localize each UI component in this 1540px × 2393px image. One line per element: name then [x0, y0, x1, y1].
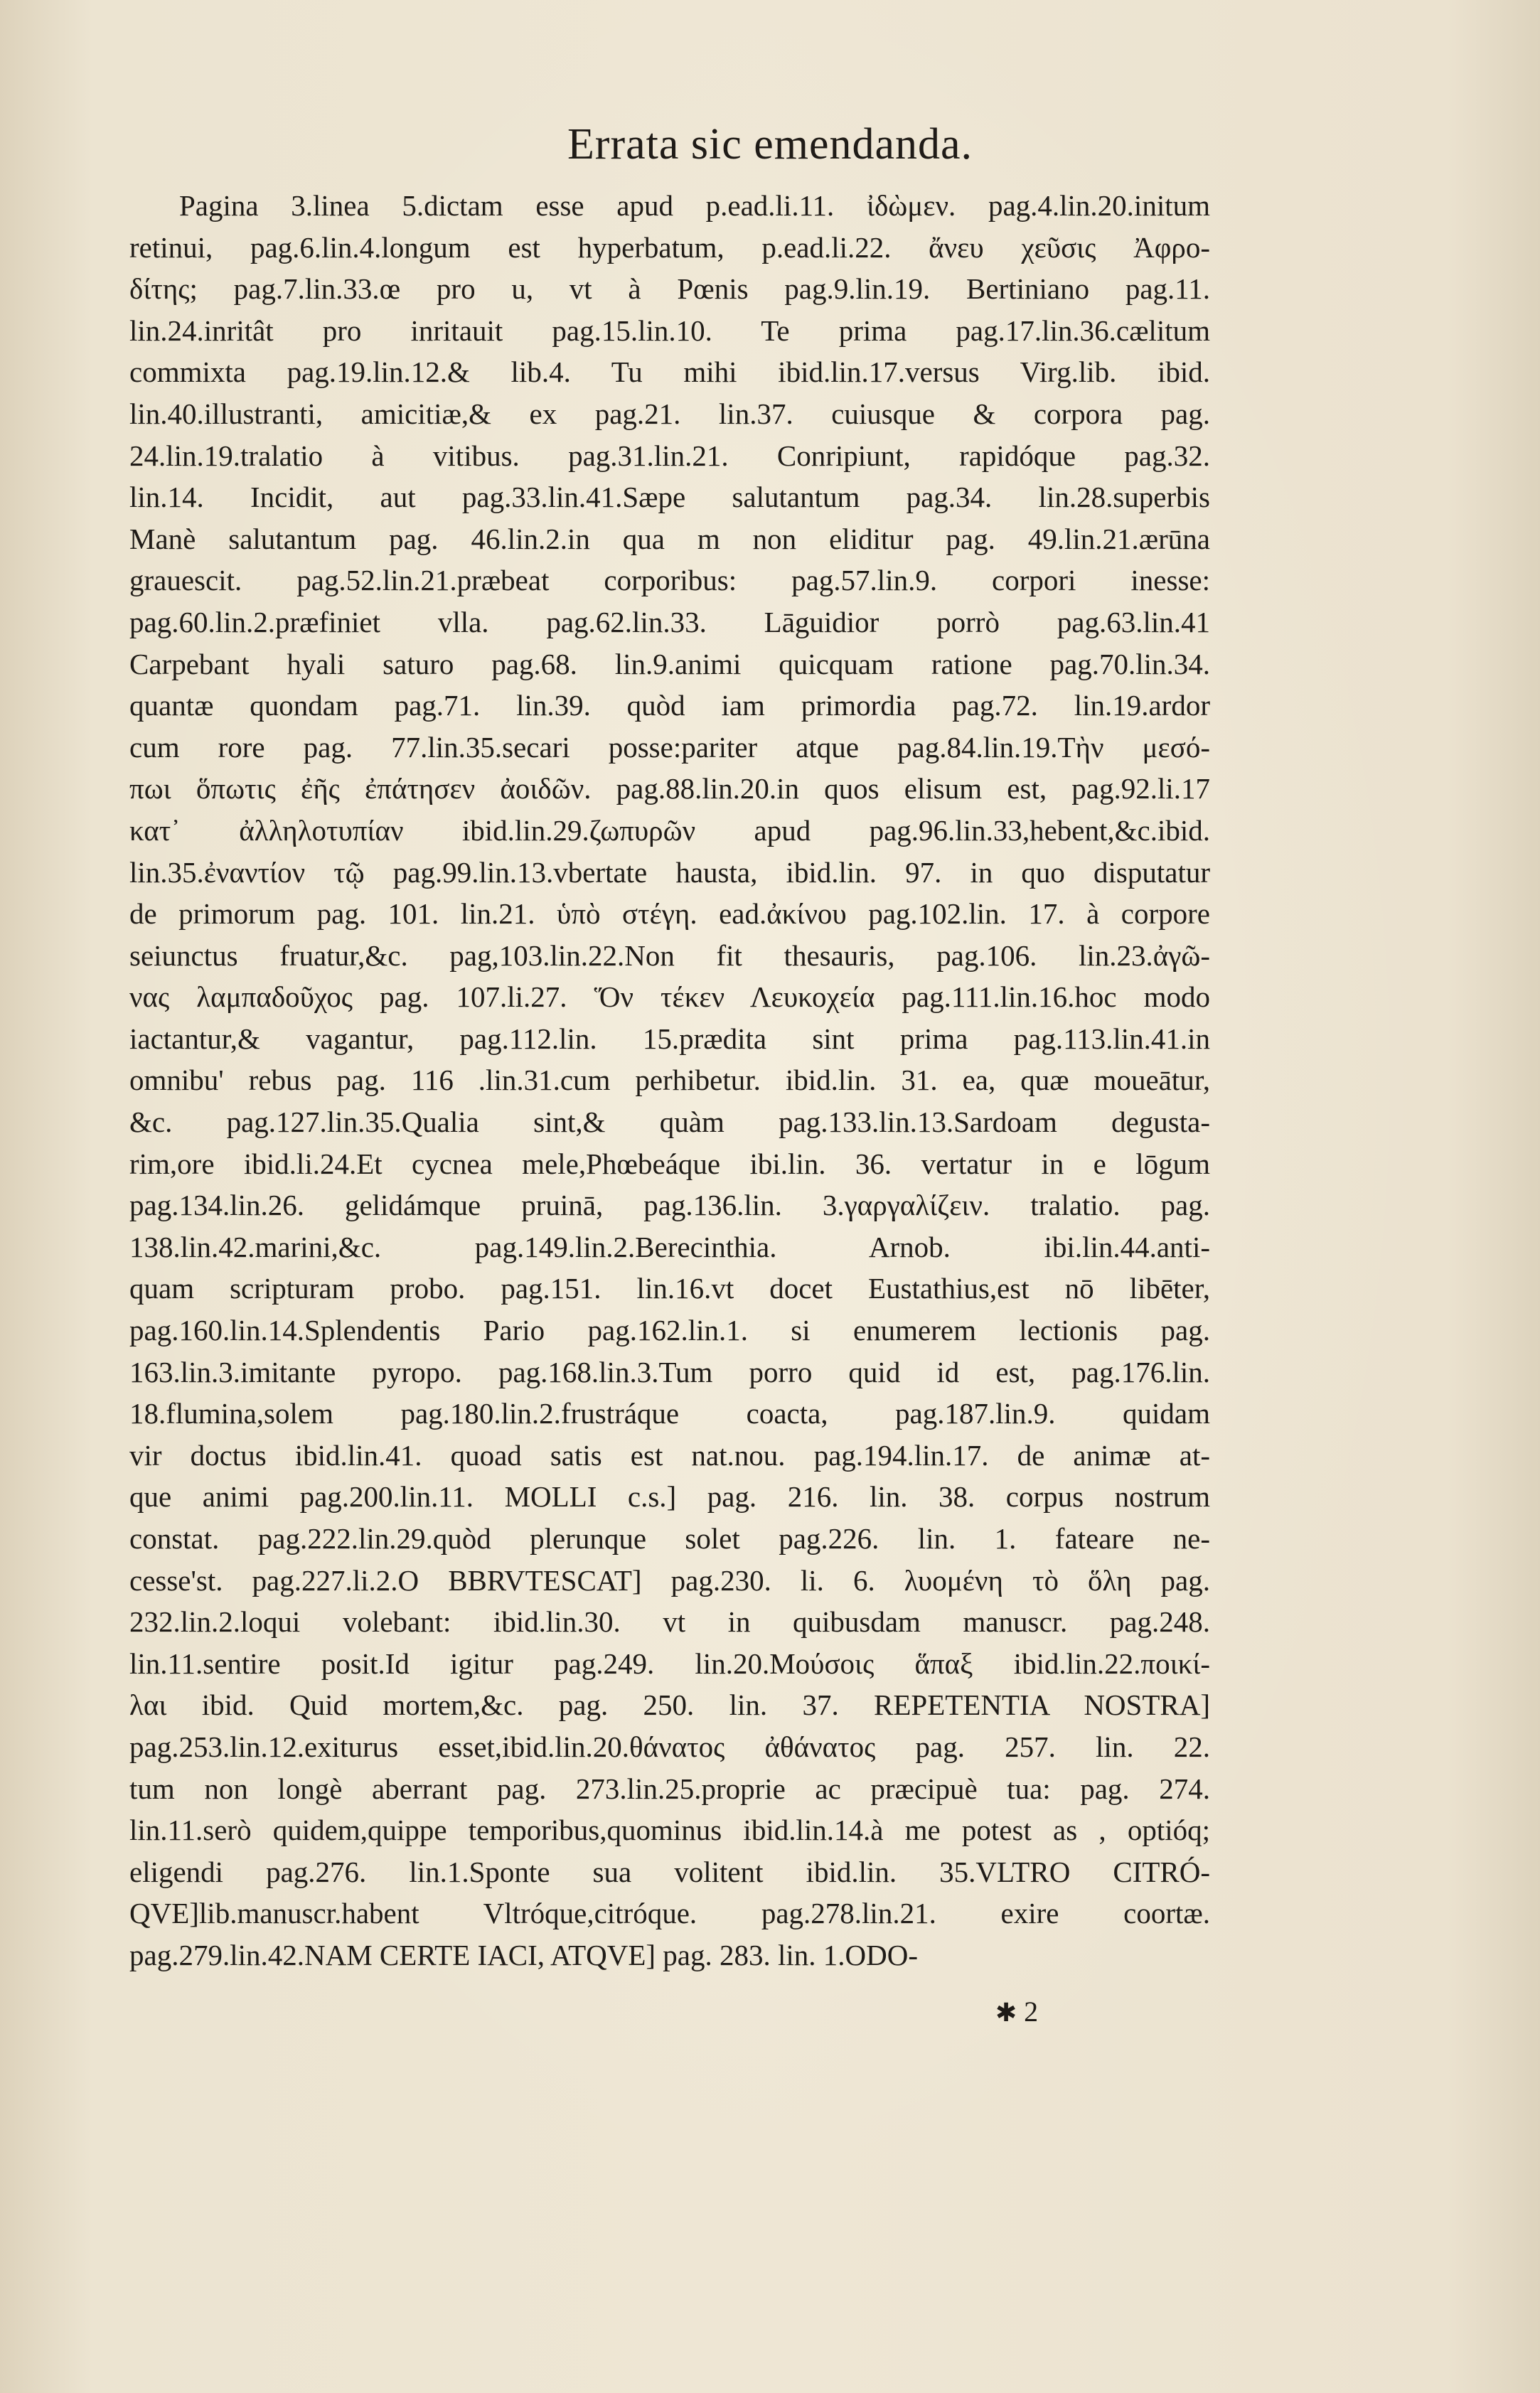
errata-line: tum non longè aberrant pag. 273.lin.25.proprie ac præcipuè tua: pag. 274.: [129, 1772, 1210, 1805]
errata-line: cesse'st. pag.227.li.2.O BBRVTESCAT] pag.230. li. 6. λυομένη τὸ ὅλη pag.: [129, 1563, 1210, 1597]
errata-line: lin.35.ἐναντίον τῷ pag.99.lin.13.vbertate hausta, ibid.lin. 97. in quo disputatur: [129, 855, 1210, 889]
errata-line: Carpebant hyali saturo pag.68. lin.9.animi quicquam ratione pag.70.lin.34.: [129, 647, 1210, 680]
errata-line: 232.lin.2.loqui volebant: ibid.lin.30. vt in quibusdam manuscr. pag.248.: [129, 1605, 1210, 1639]
errata-line: 138.lin.42.marini,&c. pag.149.lin.2.Berecinthia. Arnob. ibi.lin.44.anti-: [129, 1230, 1210, 1263]
errata-line: Manè salutantum pag. 46.lin.2.in qua m non eliditur pag. 49.lin.21.ærūna: [129, 522, 1210, 555]
errata-line: Pagina 3.linea 5.dictam esse apud p.ead.li.11. ἰδὼμεν. pag.4.lin.20.initum: [179, 189, 1210, 222]
errata-line: pag.134.lin.26. gelidámque pruinā, pag.136.lin. 3.γαργαλίζειν. tralatio. pag.: [129, 1189, 1210, 1222]
errata-line: omnibu' rebus pag. 116 .lin.31.cum perhibetur. ibid.lin. 31. ea, quæ moueātur,: [129, 1064, 1210, 1097]
errata-line: rim,ore ibid.li.24.Et cycnea mele,Phœbeáque ibi.lin. 36. vertatur in e lōgum: [129, 1147, 1210, 1180]
errata-line: quantæ quondam pag.71. lin.39. quòd iam primordia pag.72. lin.19.ardor: [129, 689, 1210, 722]
errata-line: quam scripturam probo. pag.151. lin.16.vt docet Eustathius,est nō libēter,: [129, 1272, 1210, 1305]
errata-line: νας λαμπαδοῦχος pag. 107.li.27. Ὅν τέκεν Λευκοχεία pag.111.lin.16.hoc modo: [129, 980, 1210, 1014]
errata-line: πωι ὅπωτις ἐῆς ἐπάτησεν ἀοιδῶν. pag.88.lin.20.in quos elisum est, pag.92.li.17: [129, 772, 1210, 805]
errata-line: lin.24.inritât pro inritauit pag.15.lin.10. Te prima pag.17.lin.36.cælitum: [129, 314, 1210, 347]
errata-text-block: [129, 185, 1210, 1976]
errata-line: grauescit. pag.52.lin.21.præbeat corporibus: pag.57.lin.9. corpori inesse:: [129, 564, 1210, 597]
errata-line: pag.160.lin.14.Splendentis Pario pag.162.lin.1. si enumerem lectionis pag.: [129, 1314, 1210, 1347]
errata-line: δίτης; pag.7.lin.33.œ pro u, vt à Pœnis pag.9.lin.19. Bertiniano pag.11.: [129, 272, 1210, 306]
errata-line: lin.40.illustranti, amicitiæ,& ex pag.21. lin.37. cuiusque & corpora pag.: [129, 397, 1210, 430]
errata-line: vir doctus ibid.lin.41. quoad satis est nat.nou. pag.194.lin.17. de animæ at-: [129, 1438, 1210, 1472]
signature-number: 2: [1024, 1996, 1039, 2028]
errata-line: lin.11.serò quidem,quippe temporibus,quominus ibid.lin.14.à me potest as , optióq;: [129, 1814, 1210, 1847]
errata-line: cum rore pag. 77.lin.35.secari posse:pariter atque pag.84.lin.19.Τὴν μεσό-: [129, 730, 1210, 764]
errata-line: pag.279.lin.42.NAM CERTE IACI, ATQVE] pag. 283. lin. 1.ODO-: [129, 1938, 919, 1971]
errata-line: 163.lin.3.imitante pyropo. pag.168.lin.3.Tum porro quid id est, pag.176.lin.: [129, 1355, 1210, 1388]
errata-line: lin.11.sentire posit.Id igitur pag.249. lin.20.Μούσοις ἅπαξ ibid.lin.22.ποικί-: [129, 1647, 1210, 1680]
errata-line: pag.253.lin.12.exiturus esset,ibid.lin.20.θάνατος ἀθάνατος pag. 257. lin. 22.: [129, 1730, 1210, 1763]
errata-line: constat. pag.222.lin.29.quòd plerunque solet pag.226. lin. 1. fateare ne-: [129, 1522, 1210, 1555]
errata-line: retinui, pag.6.lin.4.longum est hyperbatum, p.ead.li.22. ἄνευ χεῦσις Ἀφρο-: [129, 230, 1210, 264]
errata-line: κατ᾽ ἀλληλοτυπίαν ibid.lin.29.ζωπυρῶν apud pag.96.lin.33,hebent,&c.ibid.: [129, 813, 1210, 847]
errata-line: 18.flumina,solem pag.180.lin.2.frustráque coacta, pag.187.lin.9. quidam: [129, 1397, 1210, 1430]
signature-mark: [995, 1995, 1038, 2028]
errata-line: λαι ibid. Quid mortem,&c. pag. 250. lin. 37. REPETENTIA NOSTRA]: [129, 1688, 1210, 1722]
errata-line: iactantur,& vagantur, pag.112.lin. 15.prædita sint prima pag.113.lin.41.in: [129, 1022, 1210, 1055]
errata-line: seiunctus fruatur,&c. pag,103.lin.22.Non fit thesauris, pag.106. lin.23.ἀγῶ-: [129, 938, 1210, 972]
errata-line: &c. pag.127.lin.35.Qualia sint,& quàm pag.133.lin.13.Sardoam degusta-: [129, 1106, 1210, 1139]
errata-line: 24.lin.19.tralatio à vitibus. pag.31.lin.21. Conripiunt, rapidóque pag.32.: [129, 439, 1210, 472]
errata-line: lin.14. Incidit, aut pag.33.lin.41.Sæpe salutantum pag.34. lin.28.superbis: [129, 481, 1210, 514]
page-title: Errata sic emendanda.: [567, 120, 973, 168]
asterisk-icon: ✱: [995, 1998, 1017, 2027]
errata-line: QVE]lib.manuscr.habent Vltróque,citróque. pag.278.lin.21. exire coortæ.: [129, 1897, 1210, 1930]
errata-line: commixta pag.19.lin.12.& lib.4. Tu mihi ibid.lin.17.versus Virg.lib. ibid.: [129, 355, 1210, 389]
errata-line: eligendi pag.276. lin.1.Sponte sua volitent ibid.lin. 35.VLTRO CITRÓ-: [129, 1855, 1210, 1888]
errata-line: que animi pag.200.lin.11. MOLLI c.s.] pag. 216. lin. 38. corpus nostrum: [129, 1480, 1210, 1514]
errata-line: de primorum pag. 101. lin.21. ὑπὸ στέγη. ead.ἀκίνου pag.102.lin. 17. à corpore: [129, 897, 1210, 931]
errata-line: pag.60.lin.2.præfiniet vlla. pag.62.lin.33. Lāguidior porrò pag.63.lin.41: [129, 605, 1210, 638]
